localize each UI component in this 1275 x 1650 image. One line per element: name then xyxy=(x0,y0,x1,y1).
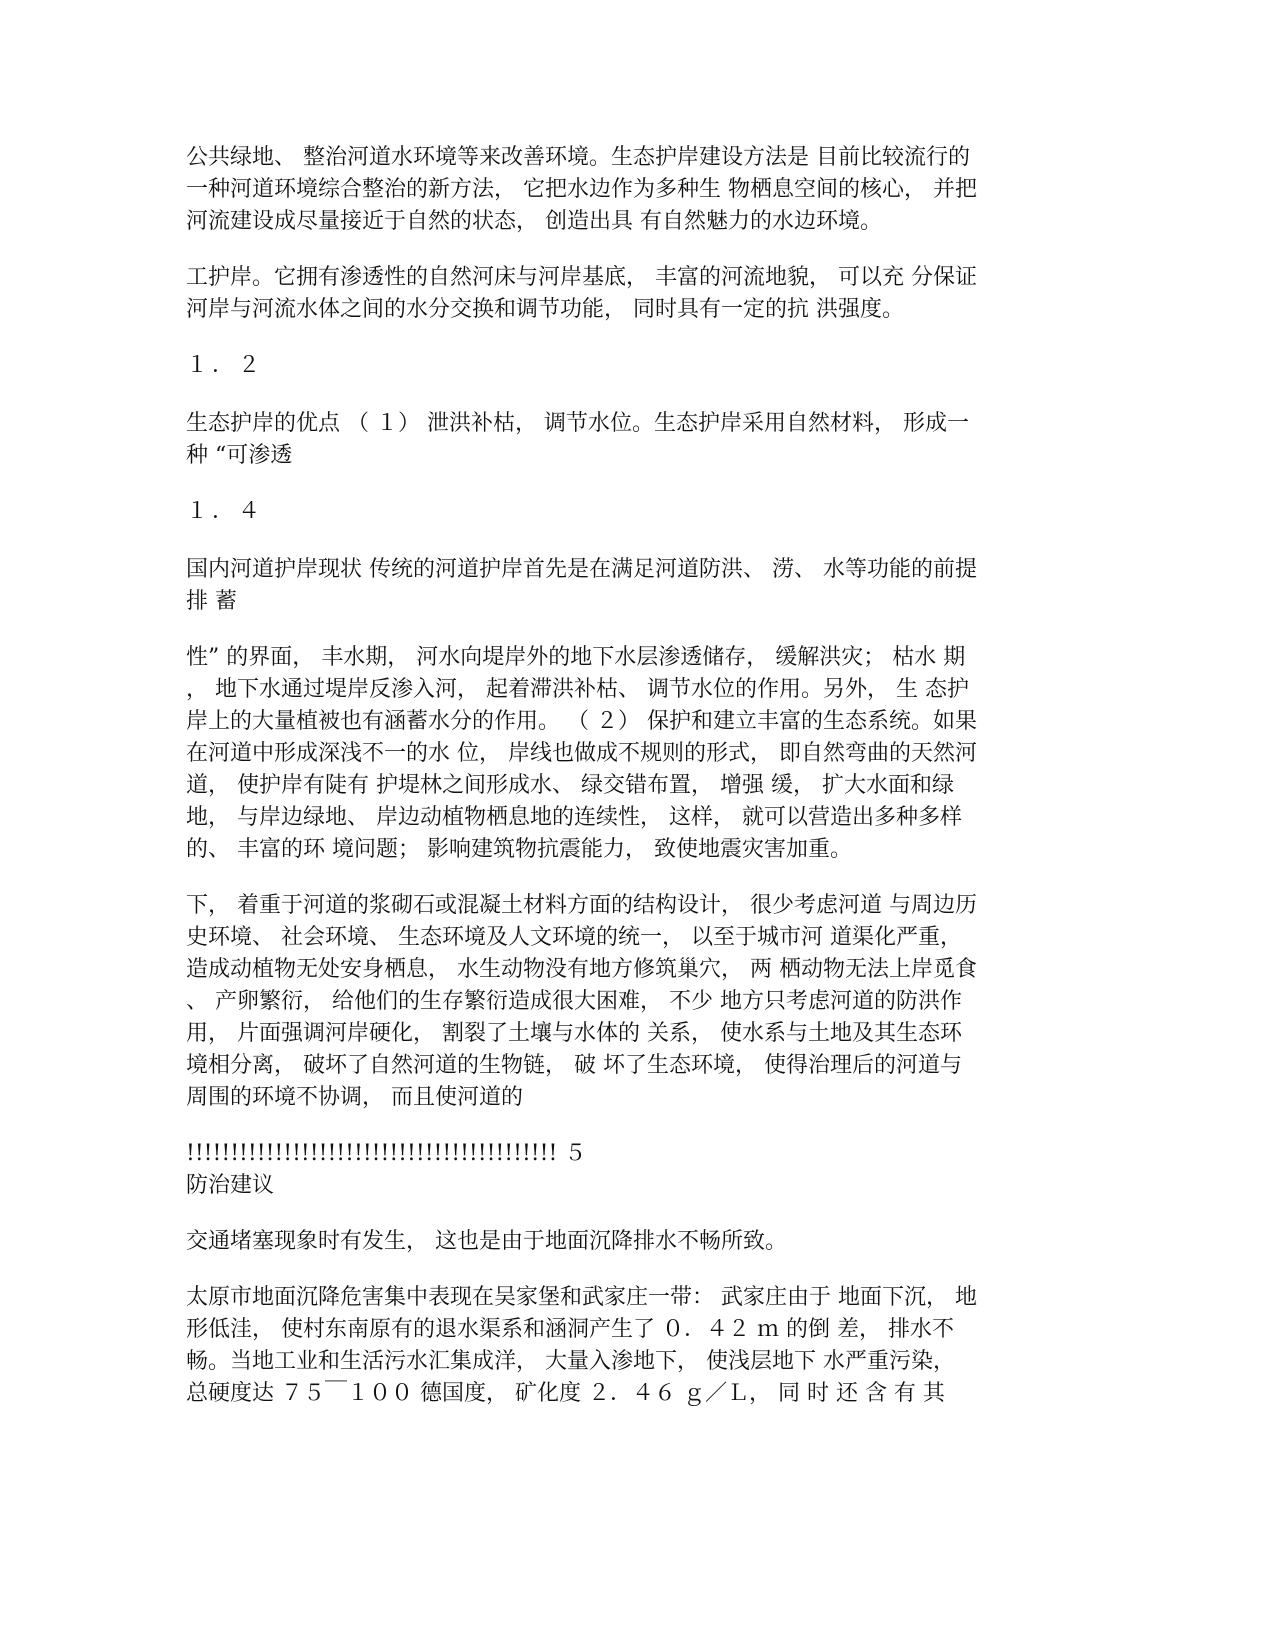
text-line: 地， 与岸边绿地、 岸边动植物栖息地的连续性， 这样， 就可以营造出多种多样 xyxy=(186,805,962,830)
section-number-1-4 xyxy=(186,496,1096,528)
text-line: 河流建设成尽量接近于自然的状态， 创造出具 有自然魅力的水边环境。 xyxy=(186,209,882,234)
text-line: 性” 的界面， 丰水期， 河水向堤岸外的地下水层渗透储存， 缓解洪灾； 枯水 期 xyxy=(186,645,966,670)
text-line: 一种河道环境综合整治的新方法， 它把水边作为多种生 物栖息空间的核心， 并把 xyxy=(186,177,977,202)
text-line: ， 地下水通过堤岸反渗入河， 起着滞洪补枯、 调节水位的作用。另外， 生 态护 xyxy=(186,677,969,702)
text-line: 在河道中形成深浅不一的水 位， 岸线也做成不规则的形式， 即自然弯曲的天然河 xyxy=(186,741,977,766)
text-line: 生态护岸的优点 （ １） 泄洪补枯， 调节水位。生态护岸采用自然材料， 形成一 xyxy=(186,411,969,436)
text-line: 形低洼， 使村东南原有的退水渠系和涵洞产生了 ０．４２ ｍ 的倒 差， 排水不 xyxy=(186,1317,954,1342)
text-line: 境相分离， 破坏了自然河道的生物链， 破 坏了生态环境， 使得治理后的河道与 xyxy=(186,1053,962,1078)
text-line: 畅。当地工业和生活污水汇集成洋， 大量入渗地下， 使浅层地下 水严重污染， xyxy=(186,1349,955,1374)
text-line: 排 蓄 xyxy=(186,589,237,614)
text-line: 国内河道护岸现状 传统的河道护岸首先是在满足河道防洪、 涝、 水等功能的前提 xyxy=(186,557,977,582)
text-line: 道， 使护岸有陡有 护堤林之间形成水、 绿交错布置， 增强 缓， 扩大水面和绿 xyxy=(186,773,954,798)
text-line: 交通堵塞现象时有发生， 这也是由于地面沉降排水不畅所致。 xyxy=(186,1229,787,1254)
text-line: 岸上的大量植被也有涵蓄水分的作用。 （ ２） 保护和建立丰富的生态系统。如果 xyxy=(186,709,977,734)
text-line: 下， 着重于河道的浆砌石或混凝土材料方面的结构设计， 很少考虑河道 与周边历 xyxy=(186,893,977,918)
text-line: 、 产卵繁衍， 给他们的生存繁衍造成很大困难， 不少 地方只考虑河道的防洪作 xyxy=(186,989,962,1014)
text-line: 的、 丰富的环 境问题； 影响建筑物抗震能力， 致使地震灾害加重。 xyxy=(186,837,852,862)
text-line: 周围的环境不协调， 而且使河道的 xyxy=(186,1085,523,1110)
text-line: 公共绿地、 整治河道水环境等来改善环境。生态护岸建设方法是 目前比较流行的 xyxy=(186,145,970,170)
text-line: 河岸与河流水体之间的水分交换和调节功能， 同时具有一定的抗 洪强度。 xyxy=(186,297,904,322)
text-line: 太原市地面沉降危害集中表现在吴家堡和武家庄一带： 武家庄由于 地面下沉， 地 xyxy=(186,1285,977,1310)
text-line: 总硬度达 ７５￣１００ 德国度， 矿化度 ２．４６ ｇ／Ｌ， 同 时 还 含 有 其 xyxy=(186,1381,945,1406)
section-number-1-2 xyxy=(186,350,1096,382)
paragraph-2 xyxy=(186,262,1096,326)
paragraph-traffic-congestion xyxy=(186,1226,1096,1258)
paragraph-traditional-design xyxy=(186,890,1096,1114)
text-line: １．４ xyxy=(186,499,265,524)
document-body xyxy=(186,142,1096,1410)
paragraph-1 xyxy=(186,142,1096,238)
text-line: 用， 片面强调河岸硬化， 割裂了土壤与水体的 关系， 使水系与土地及其生态环 xyxy=(186,1021,962,1046)
text-line: 工护岸。它拥有渗透性的自然河床与河岸基底， 丰富的河流地貌， 可以充 分保证 xyxy=(186,265,977,290)
text-line: １．２ xyxy=(186,353,265,378)
paragraph-domestic-status xyxy=(186,554,1096,618)
text-line: !!!!!!!!!!!!!!!!!!!!!!!!!!!!!!!!!!!!!!!!!! ５ xyxy=(186,1141,587,1166)
text-line: 史环境、 社会环境、 生态环境及人文环境的统一， 以至于城市河 道渠化严重， xyxy=(186,925,962,950)
text-line: 种 “可渗透 xyxy=(186,443,293,468)
text-line: 造成动植物无处安身栖息， 水生动物没有地方修筑巢穴， 两 栖动物无法上岸觅食 xyxy=(186,957,977,982)
paragraph-permeable-interface xyxy=(186,642,1096,866)
text-line: 防治建议 xyxy=(186,1173,275,1198)
paragraph-taiyuan-subsidence xyxy=(186,1282,1096,1410)
section-heading-prevention xyxy=(186,1138,1096,1202)
paragraph-eco-revetment-advantages xyxy=(186,408,1096,472)
